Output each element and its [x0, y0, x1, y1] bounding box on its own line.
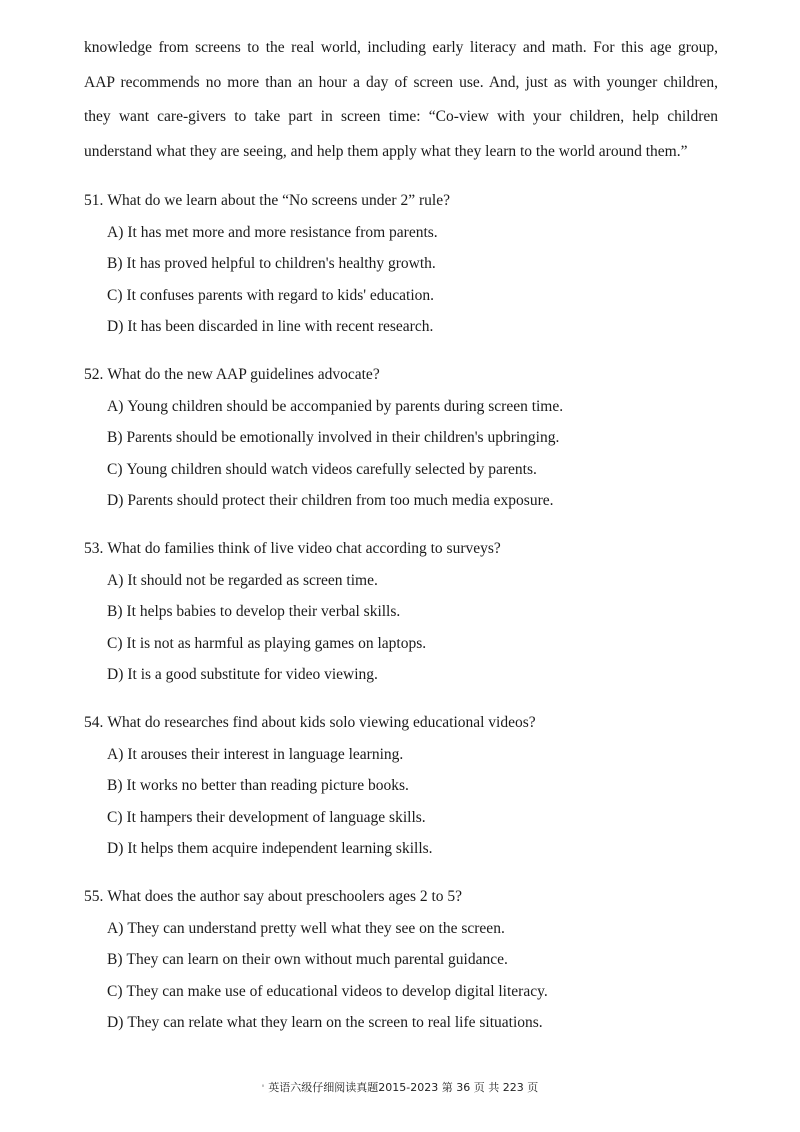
option-b: B) It works no better than reading picture books. [107, 777, 409, 794]
option-c: C) They can make use of educational videos to develop digital literacy. [107, 982, 548, 1000]
passage-line: knowledge from screens to the real world, including early literacy and math. For this age group, [84, 39, 718, 56]
option-a: A) They can understand pretty well what they see on the screen. [107, 919, 505, 937]
page-footer [0, 1081, 800, 1096]
question-stem [84, 539, 744, 559]
question-text: What does the author say about preschoolers ages 2 to 5? [107, 888, 463, 905]
option-d: D) Parents should protect their children from too much media exposure. [107, 492, 554, 509]
question-text: What do researches find about kids solo viewing educational videos? [107, 714, 536, 731]
question-number: 54. [84, 714, 104, 731]
question-stem [84, 713, 744, 733]
option-b: B) They can learn on their own without much parental guidance. [107, 951, 508, 968]
question-number: 52. [84, 366, 104, 383]
question-text: What do families think of live video chat according to surveys? [107, 540, 501, 557]
option-a: A) It arouses their interest in language learning. [107, 745, 404, 763]
question-52 [84, 365, 744, 511]
question-55 [84, 887, 744, 1033]
option-d: D) It is a good substitute for video viewing. [107, 666, 378, 683]
option-d: D) It has been discarded in line with recent research. [107, 318, 434, 335]
question-text: What do we learn about the “No screens under 2” rule? [107, 192, 450, 209]
question-stem [84, 365, 744, 385]
footer-text: 英语六级仔细阅读真题2015-2023 第 36 页 共 223 页 [268, 1081, 539, 1094]
question-number: 53. [84, 540, 104, 557]
option-c: C) It is not as harmful as playing games on laptops. [107, 634, 427, 652]
option-a: A) It has met more and more resistance from parents. [107, 223, 438, 241]
question-53 [84, 539, 744, 685]
option-a: A) It should not be regarded as screen time. [107, 571, 378, 589]
footer-mark: ' [261, 1084, 265, 1094]
option-d: D) They can relate what they learn on the screen to real life situations. [107, 1014, 543, 1031]
question-number: 51. [84, 192, 104, 209]
passage-paragraph [84, 31, 718, 169]
question-54 [84, 713, 744, 859]
question-stem [84, 887, 744, 907]
passage-line: understand what they are seeing, and help them apply what they learn to the world around them.” [84, 142, 688, 160]
option-c: C) Young children should watch videos carefully selected by parents. [107, 460, 537, 478]
option-b: B) Parents should be emotionally involved in their children's upbringing. [107, 429, 560, 446]
option-c: C) It confuses parents with regard to kids' education. [107, 286, 435, 304]
passage-line: they want care-givers to take part in screen time: “Co-view with your children, help children [84, 108, 718, 126]
option-b: B) It has proved helpful to children's healthy growth. [107, 255, 436, 272]
option-a: A) Young children should be accompanied by parents during screen time. [107, 397, 564, 415]
passage-line: AAP recommends no more than an hour a day of screen use. And, just as with younger children, [84, 73, 718, 91]
question-number: 55. [84, 888, 104, 905]
option-d: D) It helps them acquire independent learning skills. [107, 840, 433, 857]
question-51 [84, 191, 744, 337]
option-c: C) It hampers their development of language skills. [107, 808, 426, 826]
question-text: What do the new AAP guidelines advocate? [107, 366, 380, 383]
question-stem [84, 191, 744, 211]
option-b: B) It helps babies to develop their verbal skills. [107, 603, 401, 620]
